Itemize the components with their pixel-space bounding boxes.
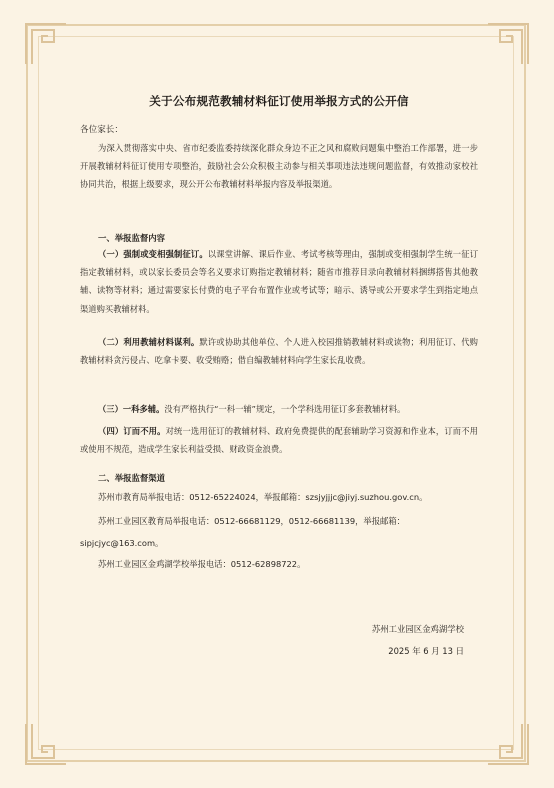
item-paragraph-2 <box>80 333 478 369</box>
signature-organization: 苏州工业园区金鸡湖学校 <box>371 624 464 634</box>
item-label-1: （一）强制或变相强制征订。 <box>98 249 208 259</box>
section-heading-channels: 二、举报监督渠道 <box>98 473 165 483</box>
item-text-1: 以课堂讲解、课后作业、考试考核等理由，强制或变相强制学生统一征订指定教辅材料，或以家长委员会等名义要求订购指定教辅材料；随省市推荐目录向教辅材料捆绑搭售其他教辅、读物等材料；通过需要家长付费的电子平台布置作业或考试等；暗示、诱导或公开要求学生到指定地点渠道购买教辅材料。 <box>80 249 478 314</box>
corner-ornament-icon <box>24 722 68 766</box>
item-label-4: （四）订而不用。 <box>98 426 166 436</box>
item-text-3: 没有严格执行“一科一辅”规定，一个学科选用征订多套教辅材料。 <box>164 404 406 414</box>
item-label-2: （二）利用教辅材料谋利。 <box>98 337 200 347</box>
corner-ornament-icon <box>24 22 68 66</box>
item-text-2: 默许或协助其他单位、个人进入校园推销教辅材料或读物；利用征订、代购教辅材料贪污侵占、吃拿卡要、收受贿赂；借自编教辅材料向学生家长乱收费。 <box>80 337 478 366</box>
signature-date: 2025 年 6 月 13 日 <box>388 646 464 656</box>
contact-city-bureau: 苏州市教育局举报电话：0512-65224024，举报邮箱：szsjyjjjc@jiyj.suzhou.gov.cn。 <box>98 492 428 502</box>
intro-paragraph: 为深入贯彻落实中央、省市纪委监委持续深化群众身边不正之风和腐败问题集中整治工作部署，进一步开展教辅材料征订使用专项整治，鼓励社会公众积极主动参与相关事项违法违规问题监督，有效推动家校社协同共治，根据上级要求，现公开公布教辅材料举报内容及举报渠道。 <box>80 143 478 190</box>
contact-school: 苏州工业园区金鸡湖学校举报电话：0512-62898722。 <box>98 559 306 569</box>
section-heading-content: 一、举报监督内容 <box>98 233 165 243</box>
item-paragraph-1 <box>80 245 478 318</box>
item-paragraph-3 <box>80 400 478 418</box>
item-text-4: 对统一选用征订的教辅材料、政府免费提供的配套辅助学习资源和作业本，订而不用或使用不规范，造成学生家长利益受损、财政资金浪费。 <box>80 426 478 455</box>
item-label-3: （三）一科多辅。 <box>98 404 165 414</box>
page-title: 关于公布规范教辅材料征订使用举报方式的公开信 <box>149 94 409 108</box>
contact-park-bureau: 苏州工业园区教育局举报电话：0512-66681129，0512-66681139，举报邮箱：sipjcjyc@163.com。 <box>80 516 405 548</box>
item-paragraph-4 <box>80 422 478 458</box>
salutation: 各位家长： <box>80 125 123 135</box>
corner-ornament-icon <box>486 22 530 66</box>
corner-ornament-icon <box>486 722 530 766</box>
